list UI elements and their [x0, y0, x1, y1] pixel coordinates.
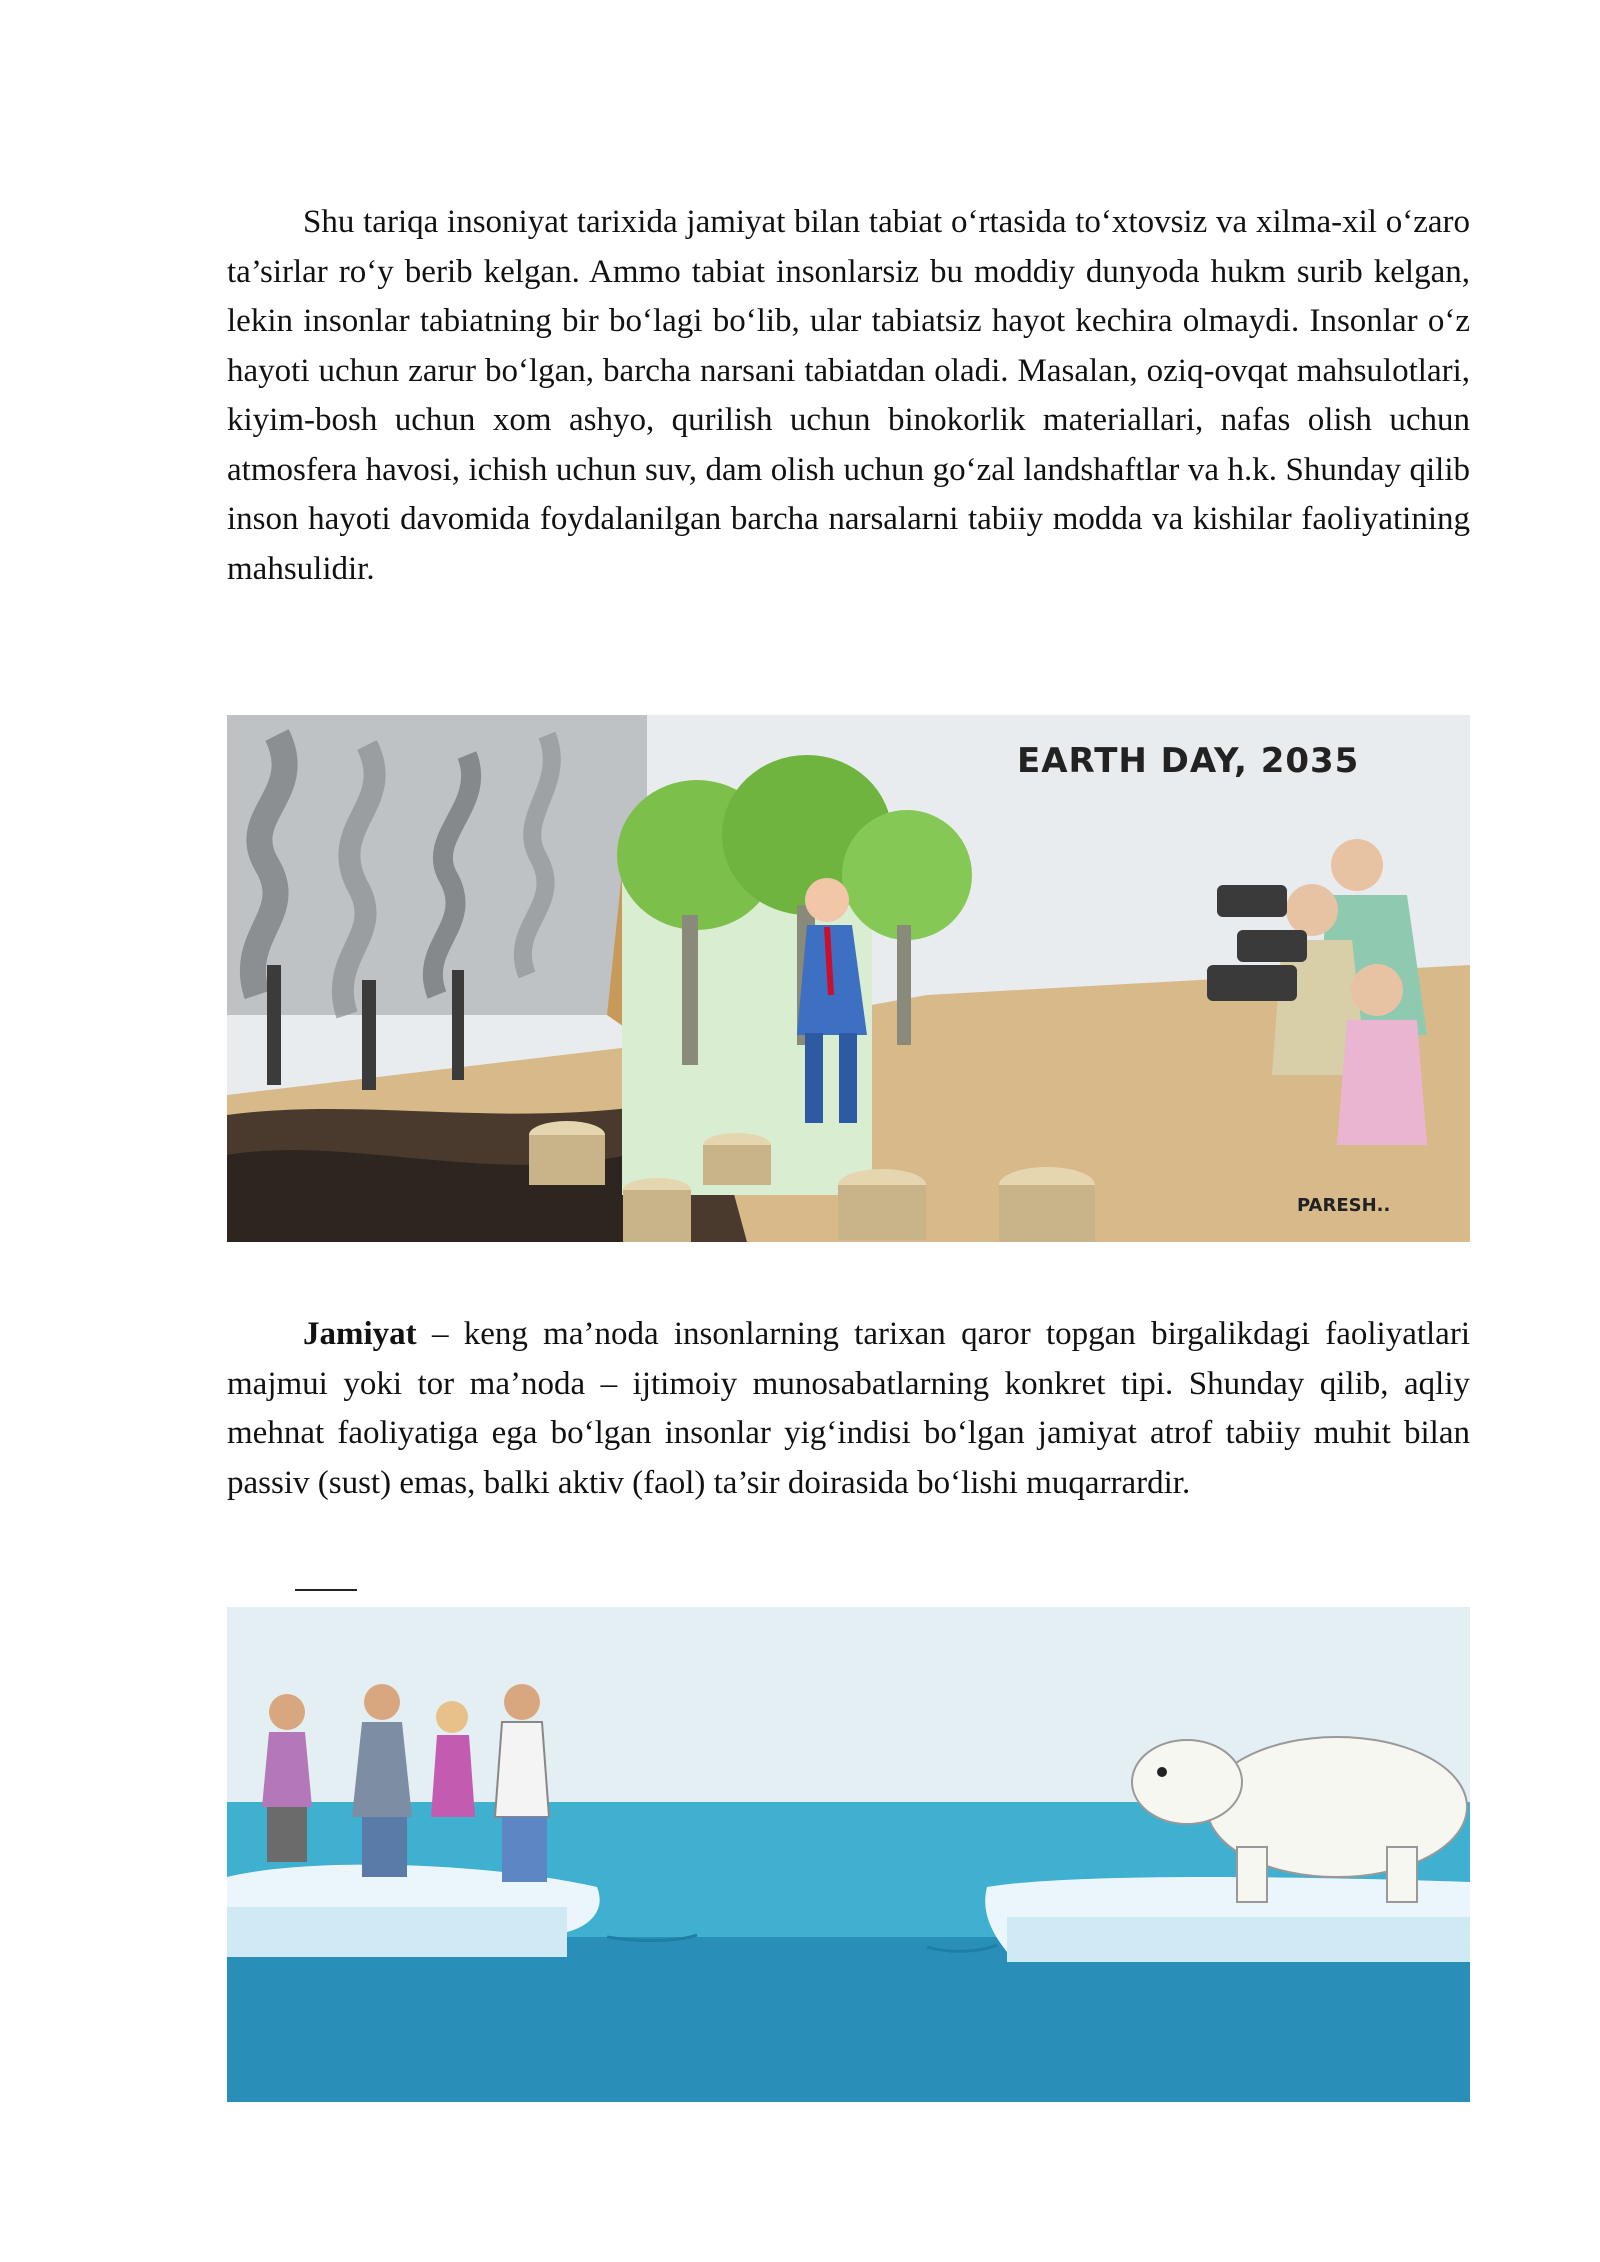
paragraph-2-body: – keng ma’noda insonlarning tarixan qaror topgan birgalikdagi faoliyatlari majmui yoki tor ma’noda – ijtimoiy munosabatlarning konkret tipi. Shunday qilib, aqliy mehnat faoliyatiga ega bo‘lgan insonlar yig‘indisi bo‘lgan jamiyat atrof tabiiy muhit bilan passiv (sust) emas, balki aktiv (faol) ta’sir doirasida bo‘lishi muqarrardir. — [227, 1316, 1470, 1501]
short-rule — [295, 1589, 357, 1591]
paragraph-2 — [227, 1310, 1470, 1508]
term-jamiyat: Jamiyat — [303, 1316, 417, 1352]
earth-day-title: EARTH DAY, 2035 — [1017, 741, 1360, 781]
cartoonist-signature: PARESH.. — [1297, 1195, 1391, 1216]
earth-day-cartoon — [227, 715, 1470, 1242]
paragraph-1: Shu tariqa insoniyat tarixida jamiyat bilan tabiat o‘rtasida to‘xtovsiz va xilma-xil o‘zaro ta’sirlar ro‘y berib kelgan. Ammo tabiat insonlarsiz bu moddiy dunyoda hukm surib kelgan, lekin insonlar tabiatning bir bo‘lagi bo‘lib, ular tabiatsiz hayot kechira olmaydi. Insonlar o‘z hayoti uchun zarur bo‘lgan, barcha narsani tabiatdan oladi. Masalan, oziq-ovqat mahsulotlari, kiyim-bosh uchun xom ashyo, qurilish uchun binokorlik materiallari, nafas olish uchun atmosfera havosi, ichish uchun suv, dam olish uchun go‘zal landshaftlar va h.k. Shunday qilib inson hayoti davomida foydalanilgan barcha narsalarni tabiiy modda va kishilar faoliyatining mahsulidir. — [227, 204, 1470, 587]
polar-bear-cartoon — [227, 1607, 1470, 2102]
